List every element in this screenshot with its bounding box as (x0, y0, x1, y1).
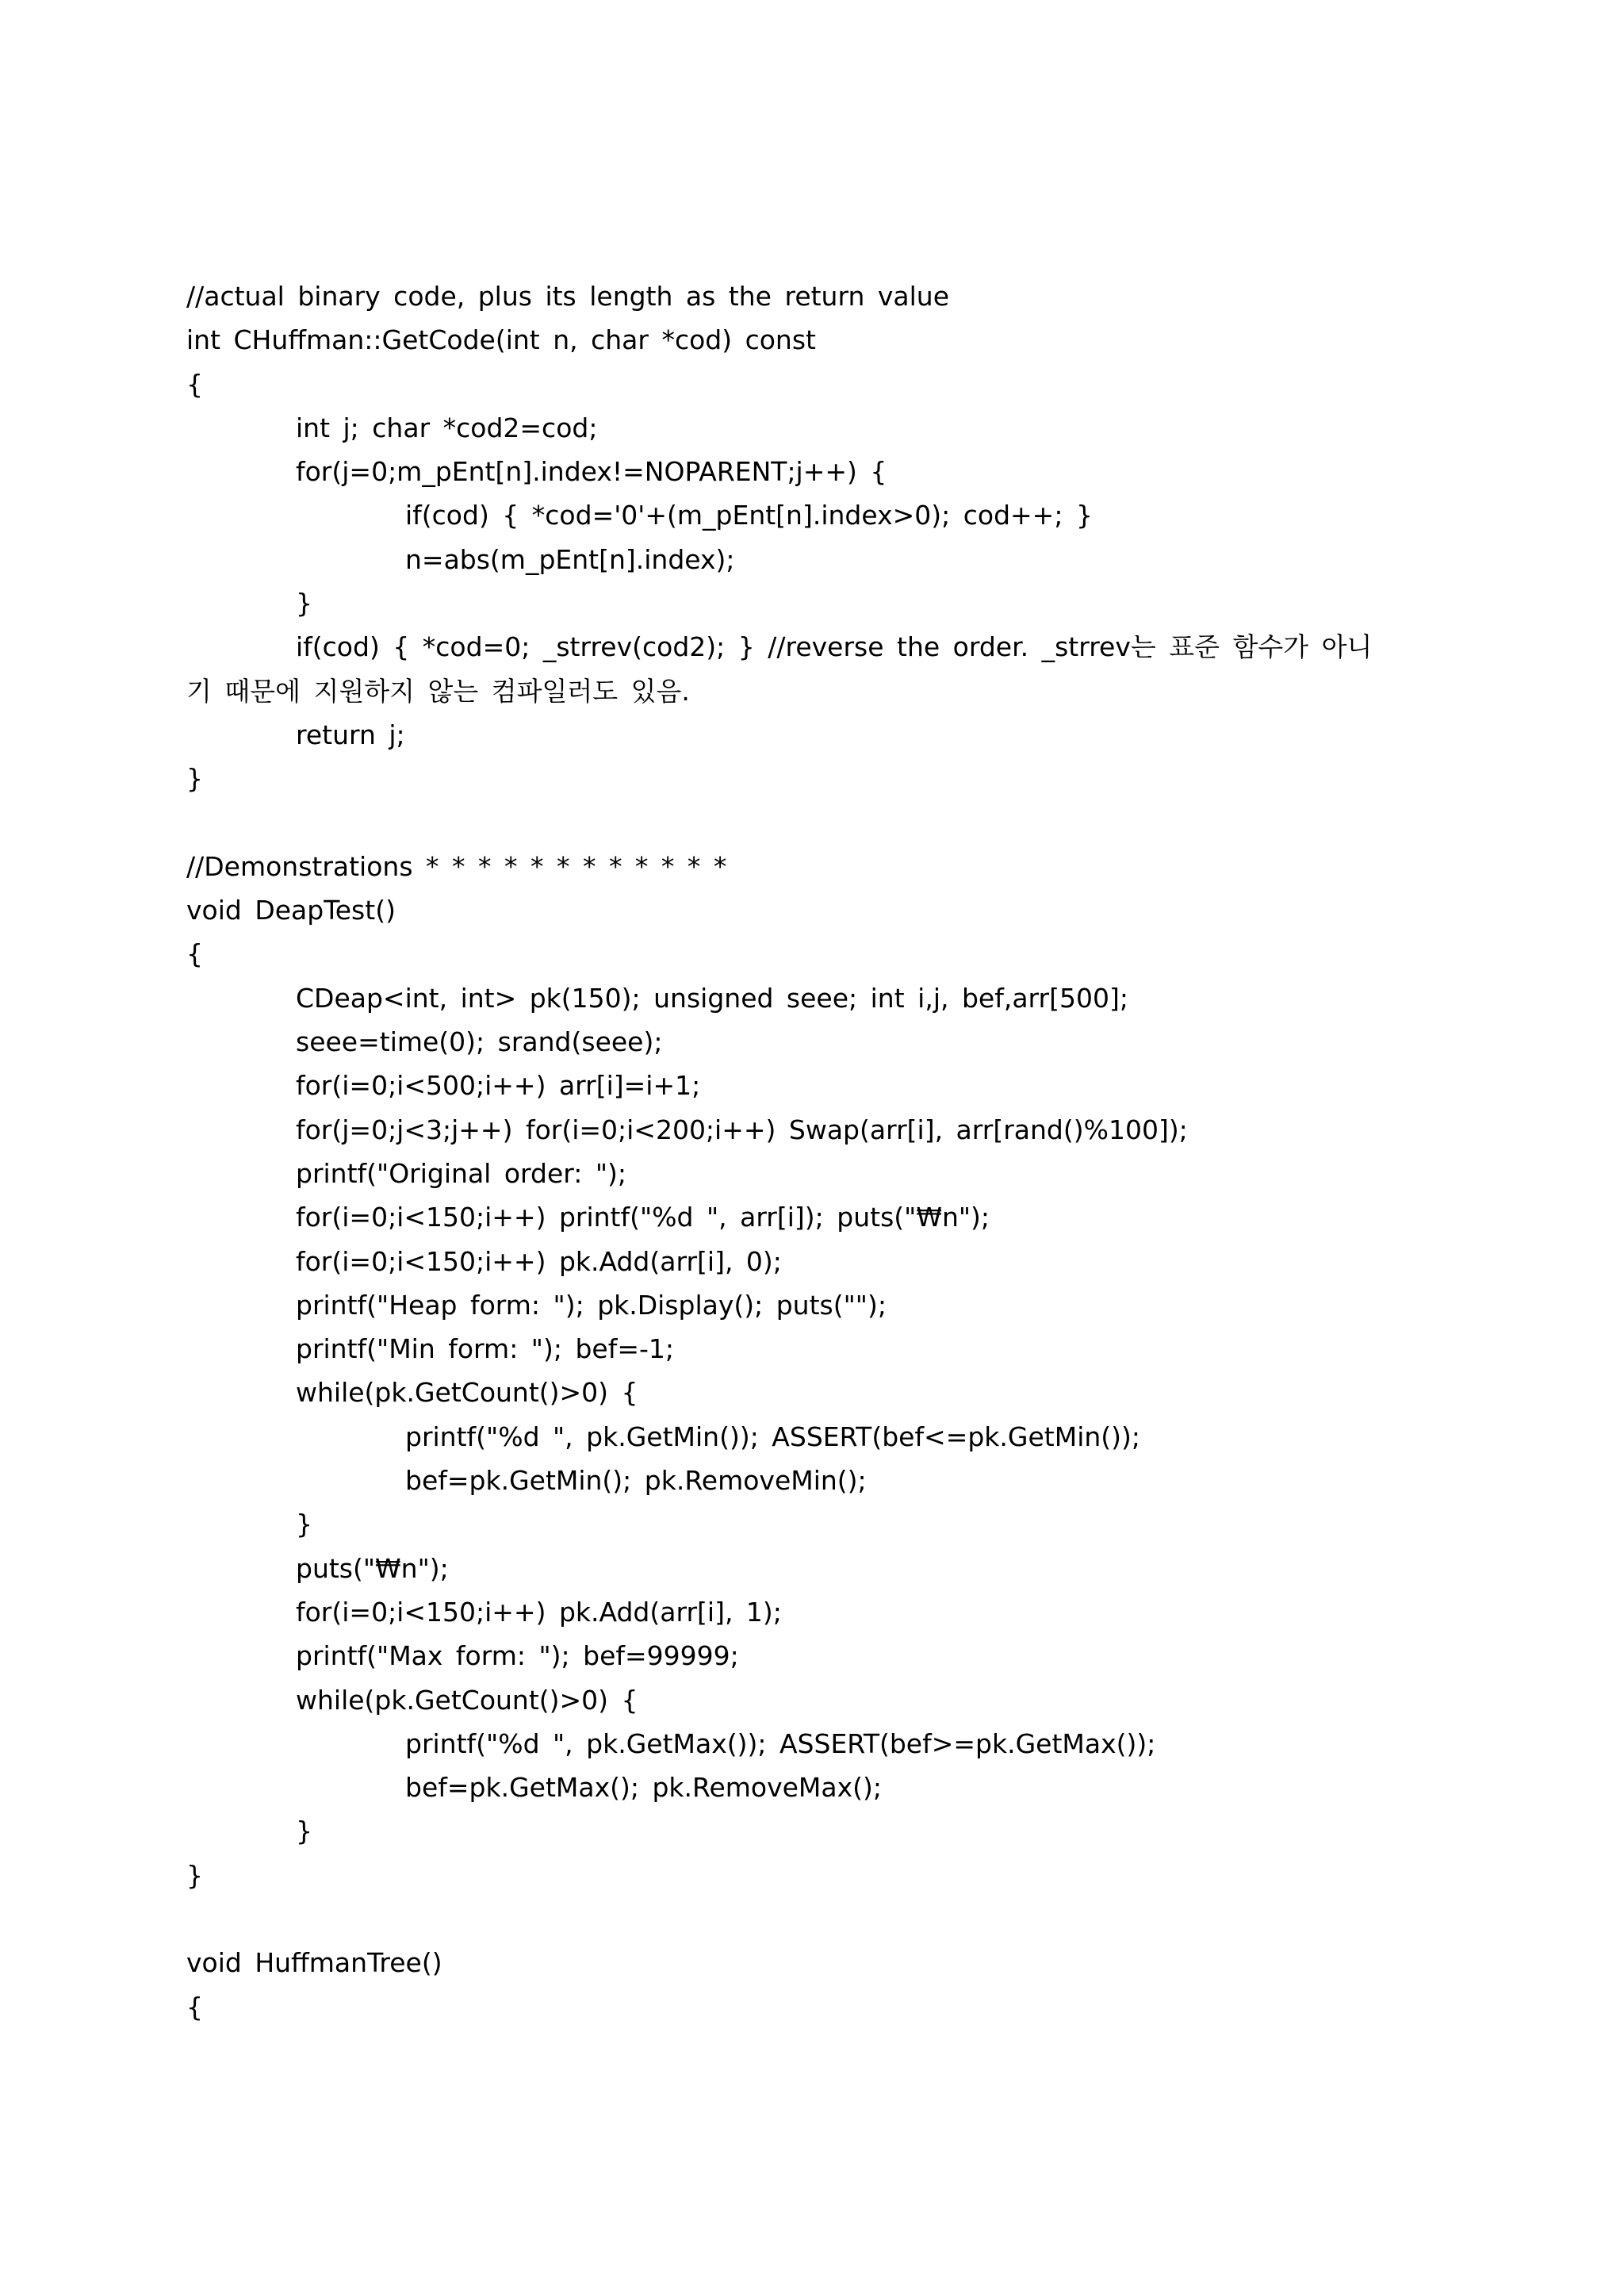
code-line: for(j=0;m_pEnt[n].index!=NOPARENT;j++) { (296, 456, 887, 488)
code-line: } (296, 1816, 312, 1847)
code-line: printf("%d ", pk.GetMin()); ASSERT(bef<=pk.GetMin()); (405, 1421, 1141, 1452)
code-line: void HuffmanTree() (186, 1947, 442, 1979)
code-line: if(cod) { *cod='0'+(m_pEnt[n].index>0); cod++; } (405, 500, 1093, 531)
code-line: while(pk.GetCount()>0) { (296, 1684, 638, 1716)
blank-line (186, 801, 1439, 845)
code-line: int j; char *cod2=cod; (296, 412, 598, 443)
code-line: for(i=0;i<150;i++) pk.Add(arr[i], 0); (296, 1245, 782, 1277)
code-line: if(cod) { *cod=0; _strrev(cod2); } //reverse the order. _strrev는 표준 함수가 아니 (296, 631, 1373, 663)
code-line: puts("₩n"); (296, 1552, 449, 1584)
code-line: void DeapTest() (186, 895, 396, 926)
code-line: n=abs(m_pEnt[n].index); (405, 543, 735, 575)
code-line: for(i=0;i<500;i++) arr[i]=i+1; (296, 1070, 701, 1102)
code-line: //actual binary code, plus its length as the return value (186, 281, 949, 312)
code-line: 기 때문에 지원하지 않는 컴파일러도 있음. (186, 675, 690, 707)
code-line: for(i=0;i<150;i++) pk.Add(arr[i], 1); (296, 1596, 782, 1628)
code-line: seee=time(0); srand(seee); (296, 1026, 663, 1058)
code-line: } (296, 588, 312, 619)
code-line: for(i=0;i<150;i++) printf("%d ", arr[i]); puts("₩n"); (296, 1202, 990, 1233)
code-line: { (186, 368, 203, 400)
blank-line (186, 1897, 1439, 1941)
code-line: } (186, 1859, 203, 1891)
code-line: bef=pk.GetMin(); pk.RemoveMin(); (405, 1465, 867, 1497)
code-line: for(j=0;j<3;j++) for(i=0;i<200;i++) Swap(arr[i], arr[rand()%100]); (296, 1114, 1188, 1145)
code-line: while(pk.GetCount()>0) { (296, 1377, 638, 1409)
code-line: } (186, 763, 203, 795)
code-line: int CHuffman::GetCode(int n, char *cod) const (186, 324, 816, 356)
code-line: printf("Original order: "); (296, 1157, 627, 1189)
code-line: return j; (296, 719, 405, 750)
code-line: printf("Heap form: "); pk.Display(); puts(""); (296, 1289, 887, 1321)
code-line: { (186, 1991, 203, 2023)
code-line: //Demonstrations * * * * * * * * * * * * (186, 850, 727, 882)
code-line: { (186, 938, 203, 970)
code-line: printf("Max form: "); bef=99999; (296, 1640, 739, 1672)
code-line: printf("%d ", pk.GetMax()); ASSERT(bef>=pk.GetMax()); (405, 1727, 1156, 1759)
code-line: } (296, 1509, 312, 1540)
code-line: printf("Min form: "); bef=-1; (296, 1333, 675, 1365)
code-document (186, 274, 1439, 2029)
code-line: CDeap<int, int> pk(150); unsigned seee; int i,j, bef,arr[500]; (296, 982, 1128, 1014)
code-line: bef=pk.GetMax(); pk.RemoveMax(); (405, 1772, 883, 1804)
